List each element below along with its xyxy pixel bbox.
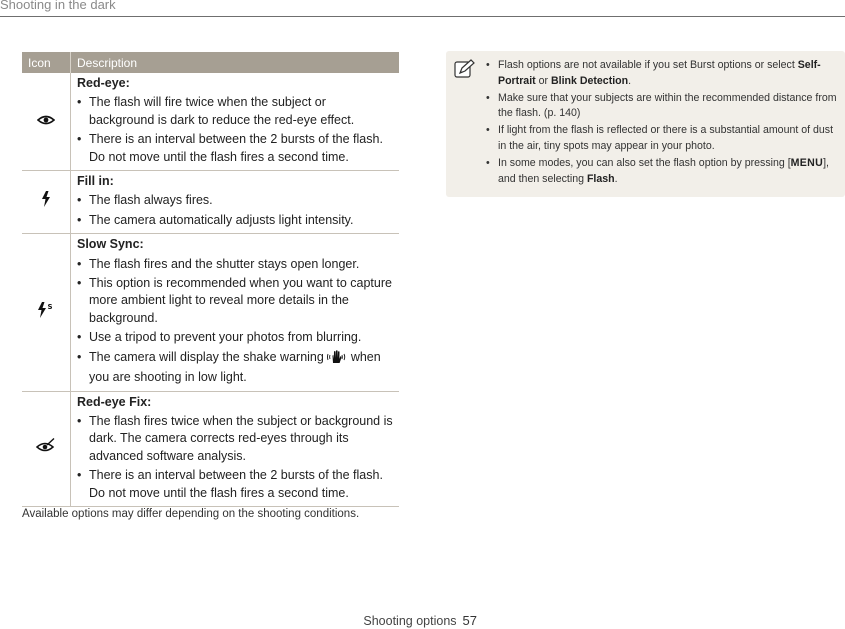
- description-cell: Red-eye: • The flash will fire twice when the subject or background is dark to reduce the red-eye effect. • There is an interval between the 2 bursts of the flash. Do not move until the flash fires a second time.: [71, 73, 400, 171]
- shake-warning-icon: [327, 350, 347, 369]
- note-pencil-icon: [454, 59, 476, 84]
- icon-cell: [22, 234, 71, 391]
- table-row: [22, 391, 399, 506]
- table-header-row: [22, 52, 399, 73]
- description-cell: Slow Sync: • The flash fires and the shutter stays open longer. • This option is recommended when you want to capture more ambient light to reveal more details in the background. • Use a tripod to prevent your photos from blurring. • The camera will display the shake warning when you are shooting in low light.: [71, 234, 400, 391]
- section-title: Shooting in the dark: [0, 0, 116, 12]
- self-portrait-term: Self-Portrait: [498, 59, 821, 87]
- availability-note: Available options may differ depending on the shooting conditions.: [22, 508, 360, 520]
- page-number: 57: [462, 613, 477, 628]
- page-footer: [363, 613, 477, 628]
- list-item: • This option is recommended when you want to capture more ambient light to reveal more details in the background.: [77, 275, 393, 327]
- table-row: [22, 234, 399, 391]
- flash-options-table: [22, 52, 399, 507]
- option-name: Red-eye: [77, 76, 126, 90]
- footer-section: Shooting options: [363, 614, 457, 628]
- icon-cell: [22, 391, 71, 506]
- table-row: [22, 73, 399, 171]
- red-eye-icon: [37, 114, 55, 128]
- list-item: • The flash fires twice when the subject or background is dark. The camera corrects red-eyes through its advanced software analysis.: [77, 413, 393, 465]
- page-header: [0, 0, 845, 17]
- blink-detection-term: Blink Detection: [551, 74, 629, 87]
- list-item: • The flash will fire twice when the subject or background is dark to reduce the red-eye effect.: [77, 94, 393, 129]
- option-name: Fill in: [77, 174, 110, 189]
- red-eye-fix-icon: [36, 443, 56, 457]
- shake-warning-text-start: The camera will display the shake warning: [89, 349, 324, 364]
- list-item: • Use a tripod to prevent your photos from blurring.: [77, 329, 393, 346]
- list-item: • Make sure that your subjects are within the recommended distance from the flash. (p. 140): [486, 91, 838, 122]
- list-item: • There is an interval between the 2 bursts of the flash. Do not move until the flash fires a second time.: [77, 467, 393, 502]
- list-item: • The flash fires and the shutter stays open longer.: [77, 256, 393, 273]
- shake-warning-text-end: when you are shooting in low light.: [89, 349, 381, 385]
- svg-text:S: S: [47, 302, 53, 311]
- description-cell: Fill in: • The flash always fires. • The camera automatically adjusts light intensity.: [71, 171, 400, 234]
- icon-cell: [22, 73, 71, 171]
- list-item: • There is an interval between the 2 bursts of the flash. Do not move until the flash fires a second time.: [77, 131, 393, 166]
- icon-cell: [22, 171, 71, 234]
- list-item: • Flash options are not available if you set Burst options or select Self-Portrait or Blink Detection.: [486, 58, 838, 89]
- list-item: • The flash always fires.: [77, 192, 393, 209]
- list-item: • In some modes, you can also set the flash option by pressing [MENU], and then selecting Flash.: [486, 156, 838, 187]
- list-item: • The camera automatically adjusts light intensity.: [77, 212, 393, 229]
- note-box: [446, 51, 845, 197]
- list-item: [77, 349, 393, 387]
- flash-fill-in-icon: [41, 196, 51, 210]
- table-row: [22, 171, 399, 234]
- option-name: Red-eye Fix: [77, 394, 148, 409]
- column-header-description: Description: [71, 52, 400, 73]
- list-item: • If light from the flash is reflected or there is a substantial amount of dust in the air, tiny spots may appear in your photo.: [486, 123, 838, 154]
- menu-key: MENU: [790, 157, 824, 170]
- slow-sync-icon: [37, 302, 55, 321]
- column-header-icon: Icon: [22, 52, 71, 73]
- description-cell: Red-eye Fix: • The flash fires twice when the subject or background is dark. The camera corrects red-eyes through its advanced software analysis. • There is an interval between the 2 bursts of the flash. Do not move until the flash fires a second time.: [71, 391, 400, 506]
- flash-term: Flash: [586, 172, 615, 185]
- option-name: Slow Sync: [77, 237, 140, 252]
